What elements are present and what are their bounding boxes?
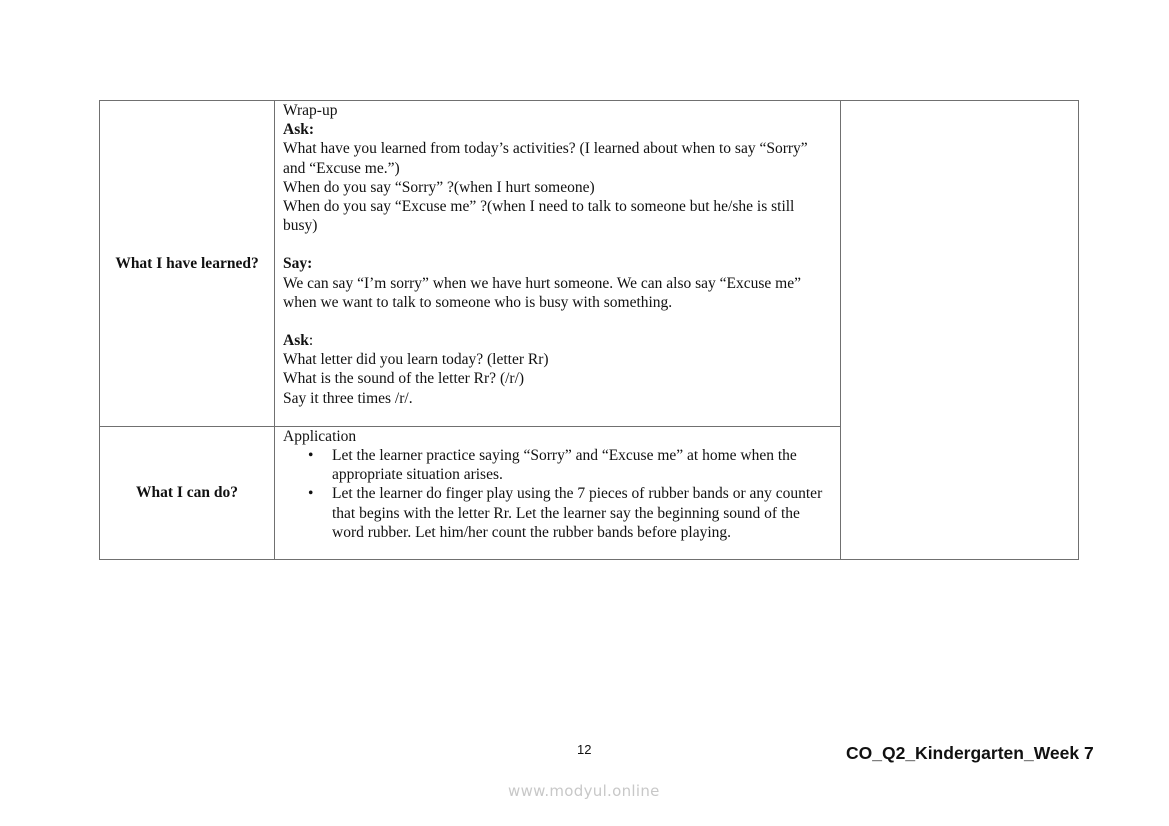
question-line: When do you say “Excuse me” ?(when I need to talk to someone but he/she is still busy) — [283, 198, 795, 235]
list-item: • Let the learner practice saying “Sorry” and “Excuse me” at home when the appropriate situation arises. — [332, 446, 832, 484]
question-line: What have you learned from today’s activities? (I learned about when to say “Sorry” and “Excuse me.”) — [283, 140, 808, 177]
page-number: 12 — [577, 742, 592, 757]
list-item: • Let the learner do finger play using the 7 pieces of rubber bands or any counter that begins with the letter Rr. Let the learner say the beginning sound of the word rubber. Let him/her count the rubber bands before playing. — [332, 484, 832, 542]
document-code: CO_Q2_Kindergarten_Week 7 — [846, 743, 1094, 763]
section-heading: Application — [283, 427, 357, 445]
question-line: Say it three times /r/. — [283, 389, 413, 407]
say-text: We can say “I’m sorry” when we have hurt someone. We can also say “Excuse me” when we want to talk to someone who is busy with something. — [283, 274, 801, 311]
application-cell — [275, 426, 841, 559]
question-line: What letter did you learn today? (letter Rr) — [283, 351, 549, 369]
empty-cell — [841, 101, 1079, 560]
watermark: www.modyul.online — [508, 782, 660, 800]
section-heading: Wrap-up — [283, 102, 338, 119]
wrap-up-cell — [275, 101, 841, 427]
ask-label: Ask: — [283, 121, 315, 139]
ask-label: Ask — [283, 332, 309, 350]
table-row — [100, 101, 1079, 427]
say-label: Say: — [283, 255, 313, 273]
row-label: What I can do? — [100, 426, 275, 559]
question-line: When do you say “Sorry” ?(when I hurt someone) — [283, 178, 595, 196]
colon: : — [308, 332, 314, 350]
question-line: What is the sound of the letter Rr? (/r/) — [283, 370, 525, 388]
row-label: What I have learned? — [100, 101, 275, 427]
application-list — [283, 446, 832, 542]
lesson-table — [99, 100, 1079, 560]
